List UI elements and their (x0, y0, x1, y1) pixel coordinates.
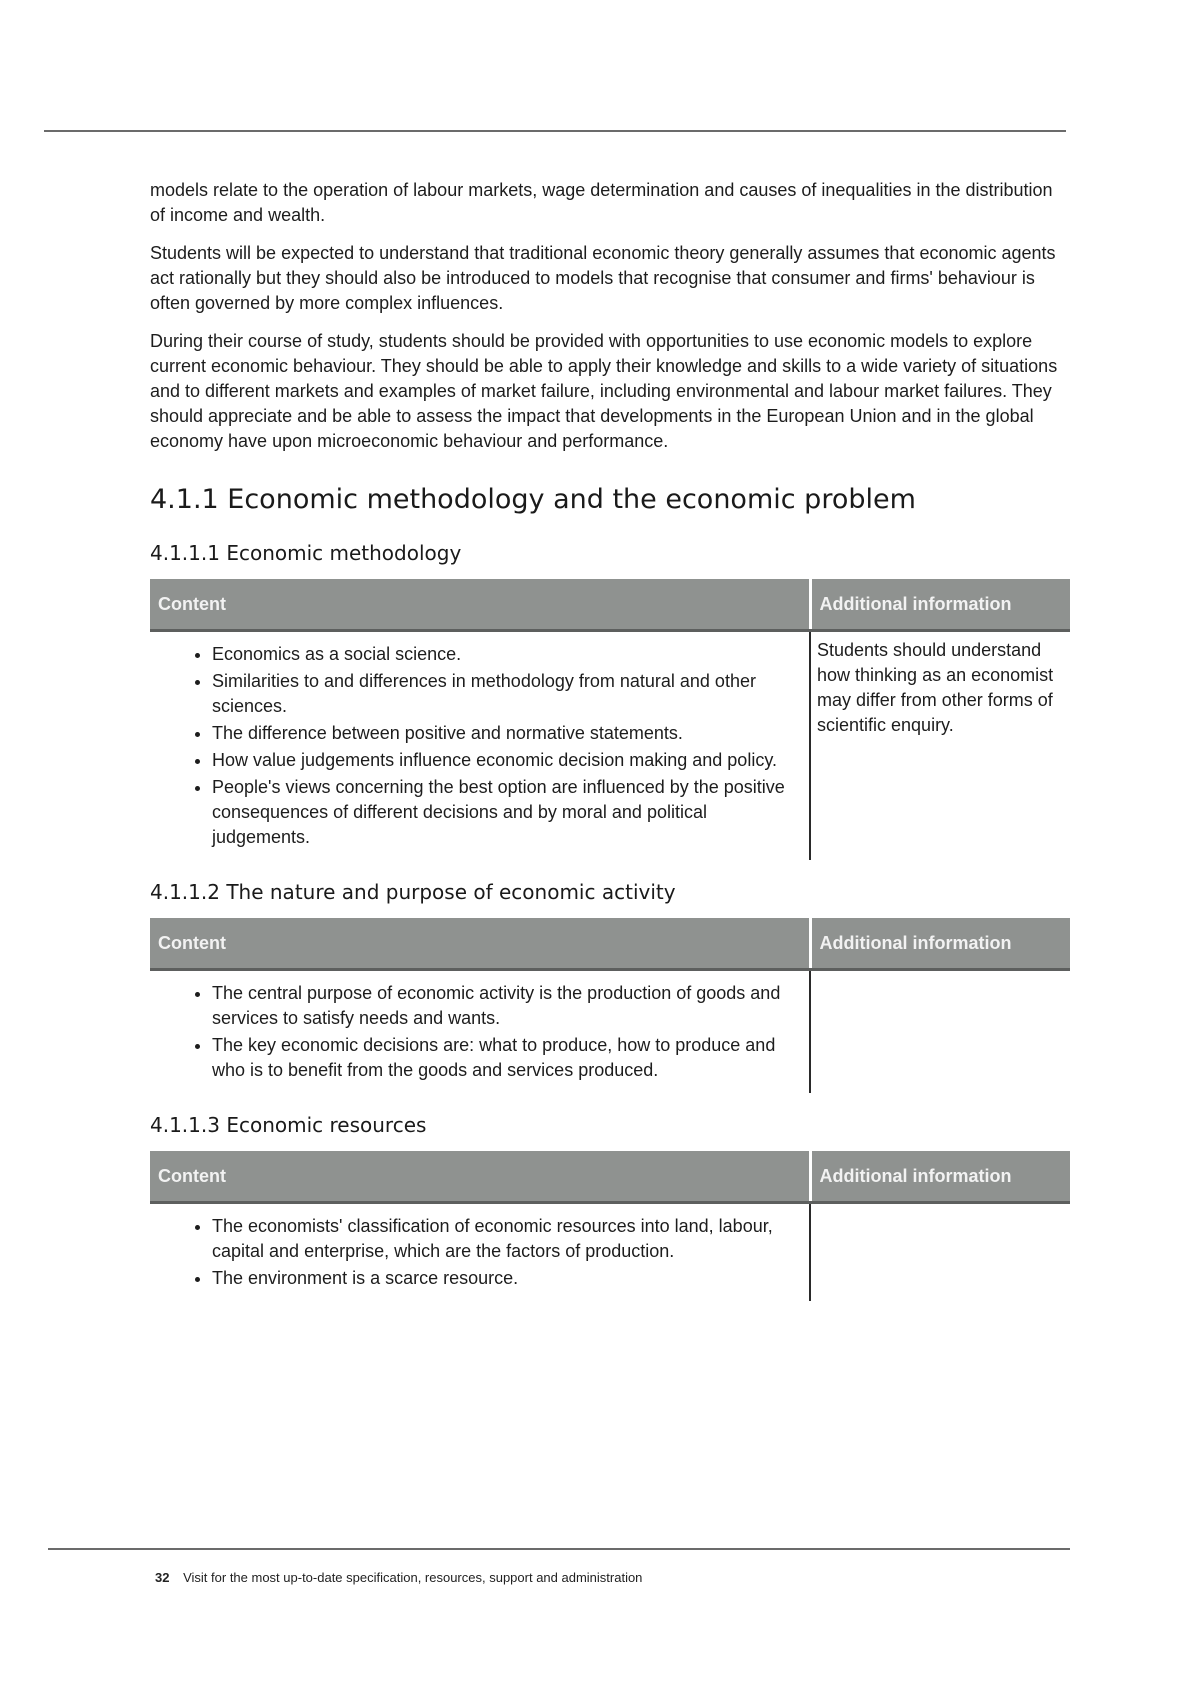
bullet-item: • The key economic decisions are: what to produce, how to produce and who is to benefit from the goods and services produced. (212, 1033, 795, 1083)
additional-info-cell (810, 1203, 1070, 1302)
bullet-item: • The difference between positive and normative statements. (212, 721, 795, 746)
additional-info-cell: Students should understand how thinking as an economist may differ from other forms of scientific enquiry. (817, 640, 1054, 735)
subsection-heading-resources: 4.1.1.3 Economic resources (150, 1113, 427, 1137)
content-header: Content (150, 579, 810, 631)
bullet-item: • The environment is a scarce resource. (212, 1266, 795, 1291)
footer-rule (48, 1548, 1070, 1550)
intro-paragraph-1: models relate to the operation of labour markets, wage determination and causes of inequalities in the distribution of income and wealth. (150, 180, 1053, 225)
content-header: Content (150, 918, 810, 970)
spec-table-methodology (150, 579, 1070, 860)
content-header: Content (150, 1151, 810, 1203)
additional-info-header: Additional information (810, 579, 1070, 631)
bullet-list (150, 981, 795, 1083)
subsection-heading-nature-purpose: 4.1.1.2 The nature and purpose of economic activity (150, 880, 676, 904)
page-content (150, 178, 1060, 1301)
subsection-heading-methodology: 4.1.1.1 Economic methodology (150, 541, 462, 565)
bullet-list (150, 1214, 795, 1291)
bullet-item: • Similarities to and differences in methodology from natural and other sciences. (212, 669, 795, 719)
spec-table-resources (150, 1151, 1070, 1301)
additional-info-header: Additional information (810, 1151, 1070, 1203)
content-cell (150, 631, 810, 861)
bullet-item: • The central purpose of economic activity is the production of goods and services to satisfy needs and wants. (212, 981, 795, 1031)
bullet-item: • People's views concerning the best option are influenced by the positive consequences of different decisions and by moral and political judgements. (212, 775, 795, 850)
bullet-list (150, 642, 795, 850)
additional-info-cell (810, 970, 1070, 1094)
page-footer (155, 1570, 642, 1585)
content-cell (150, 1203, 810, 1302)
additional-info-header: Additional information (810, 918, 1070, 970)
section-heading: 4.1.1 Economic methodology and the economic problem (150, 484, 916, 515)
intro-paragraph-3: During their course of study, students should be provided with opportunities to use economic models to explore current economic behaviour. They should be able to apply their knowledge and skills to a wide variety of situations and to different markets and examples of market failure, including environmental and labour market failures. They should appreciate and be able to assess the impact that developments in the European Union and in the global economy have upon microeconomic behaviour and performance. (150, 331, 1058, 451)
spec-table-nature-purpose (150, 918, 1070, 1093)
intro-paragraph-2: Students will be expected to understand that traditional economic theory generally assumes that economic agents act rationally but they should also be introduced to models that recognise that consumer and firms' behaviour is often governed by more complex influences. (150, 243, 1056, 313)
bullet-item: • Economics as a social science. (212, 642, 795, 667)
bullet-item: • The economists' classification of economic resources into land, labour, capital and enterprise, which are the factors of production. (212, 1214, 795, 1264)
header-rule (44, 130, 1066, 132)
content-cell (150, 970, 810, 1094)
footer-text: Visit for the most up-to-date specification, resources, support and administration (183, 1570, 643, 1585)
page-number: 32 (155, 1570, 170, 1585)
bullet-item: • How value judgements influence economic decision making and policy. (212, 748, 795, 773)
